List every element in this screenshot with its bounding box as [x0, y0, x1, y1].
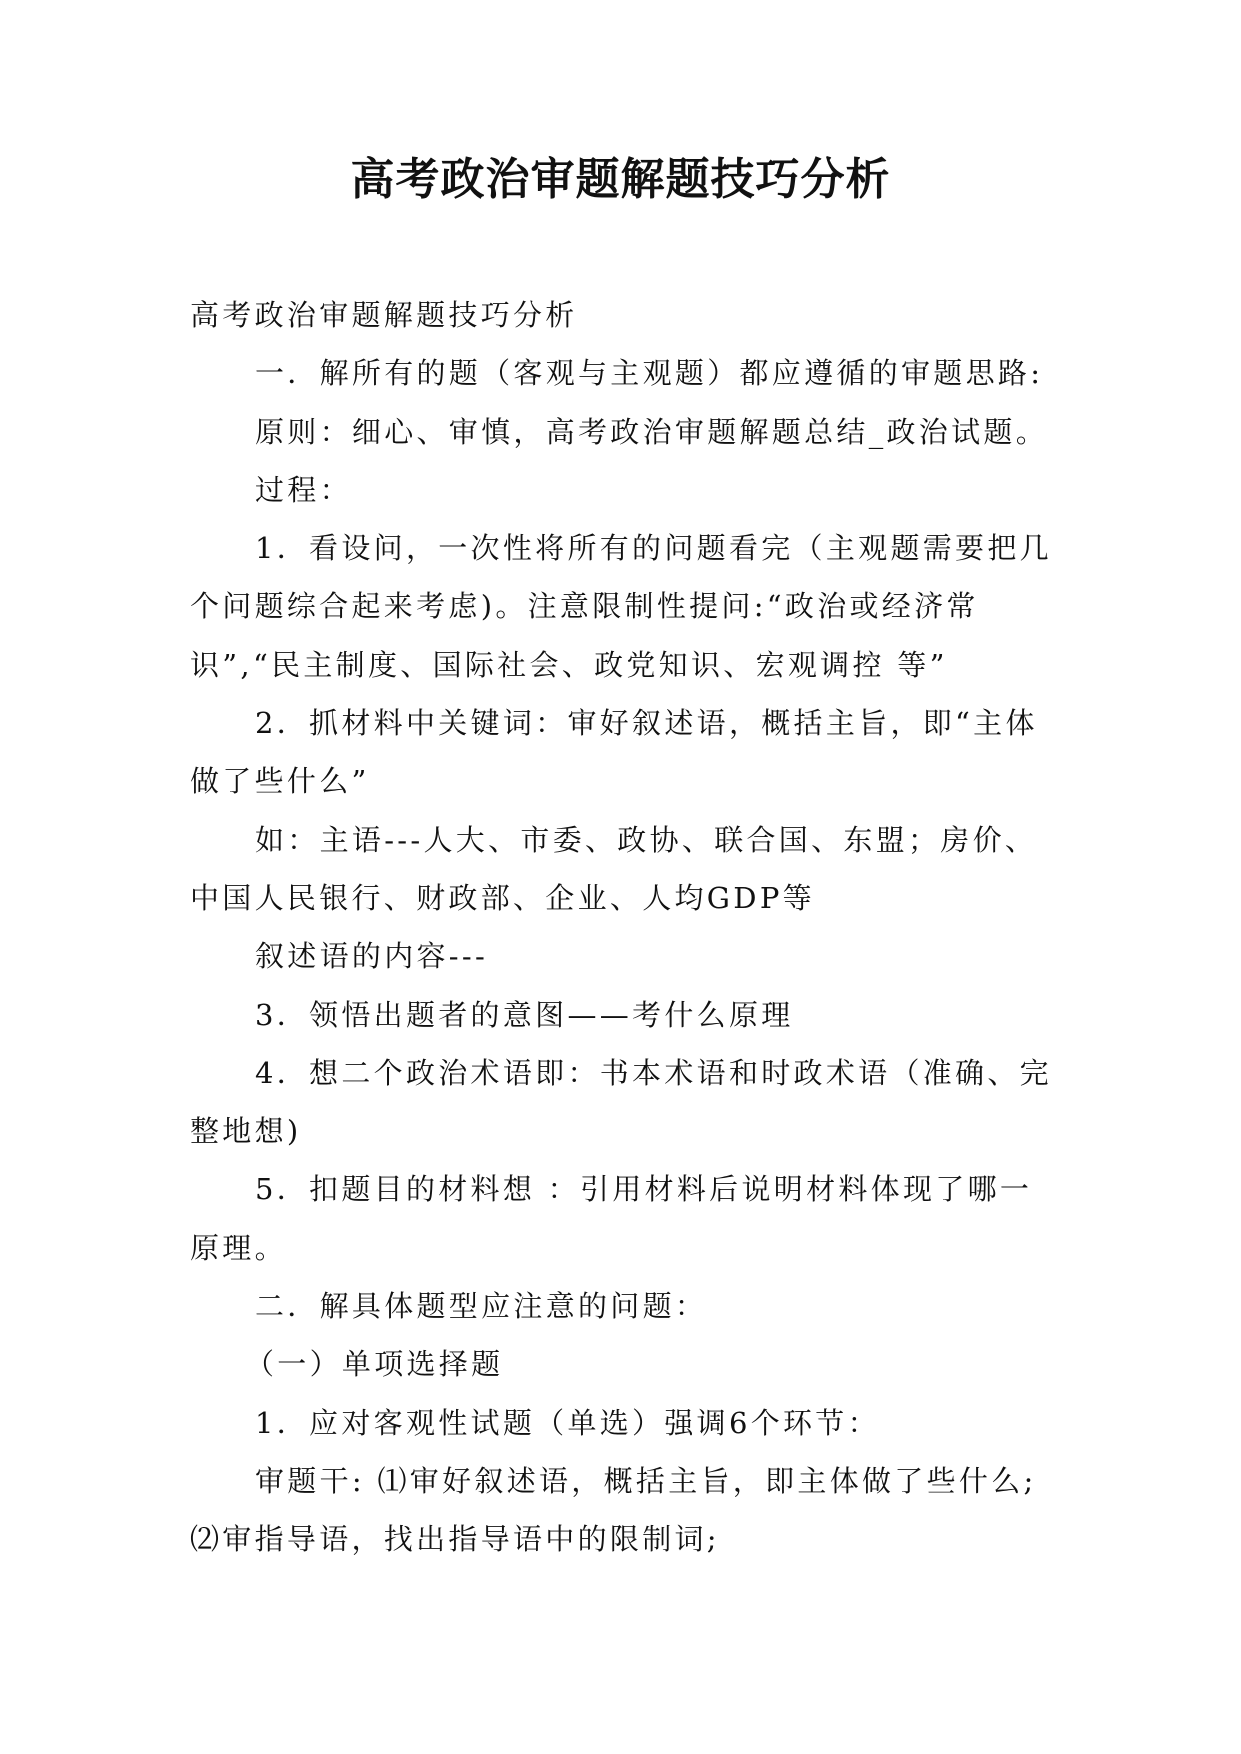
paragraph-step-1: 1．看设问，一次性将所有的问题看完（主观题需要把几个问题综合起来考虑)。注意限制性提问:“政治或经济常识”,“民主制度、国际社会、政党知识、宏观调控 等”: [190, 531, 1052, 682]
paragraph-process: 过程：: [255, 472, 352, 507]
document-title: 高考政治审题解题技巧分析: [350, 154, 891, 205]
paragraph-step-5: 5．扣题目的材料想 ：引用材料后说明材料体现了哪一原理。: [190, 1172, 1033, 1265]
paragraph-heading-repeat: 高考政治审题解题技巧分析: [190, 298, 578, 332]
paragraph-step-2: 2．抓材料中关键词：审好叙述语，概括主旨，即“主体做了些什么”: [190, 706, 1038, 799]
paragraph-example: 如：主语---人大、市委、政协、联合国、东盟；房价、中国人民银行、财政部、企业、人均GDP等: [190, 822, 1038, 915]
paragraph-review-stem: 审题干: ⑴审好叙述语，概括主旨，即主体做了些什么; ⑵审指导语，找出指导语中的限制词;: [190, 1463, 1037, 1557]
paragraph-objective-steps: 1．应对客观性试题（单选）强调6个环节：: [255, 1405, 880, 1440]
paragraph-principle: 原则：细心、审慎，高考政治审题解题总结_政治试题。: [255, 414, 1049, 449]
paragraph-section-one: 一．解所有的题（客观与主观题）都应遵循的审题思路:: [255, 356, 1044, 391]
paragraph-subsection-single-choice: （一）单项选择题: [245, 1347, 504, 1382]
paragraph-section-two: 二．解具体题型应注意的问题：: [255, 1289, 708, 1324]
paragraph-step-3: 3．领悟出题者的意图——考什么原理: [255, 997, 794, 1032]
paragraph-step-4: 4．想二个政治术语即：书本术语和时政术语（准确、完整地想): [190, 1055, 1052, 1149]
paragraph-narrative: 叙述语的内容---: [255, 939, 489, 974]
document-body: [190, 286, 1062, 1569]
